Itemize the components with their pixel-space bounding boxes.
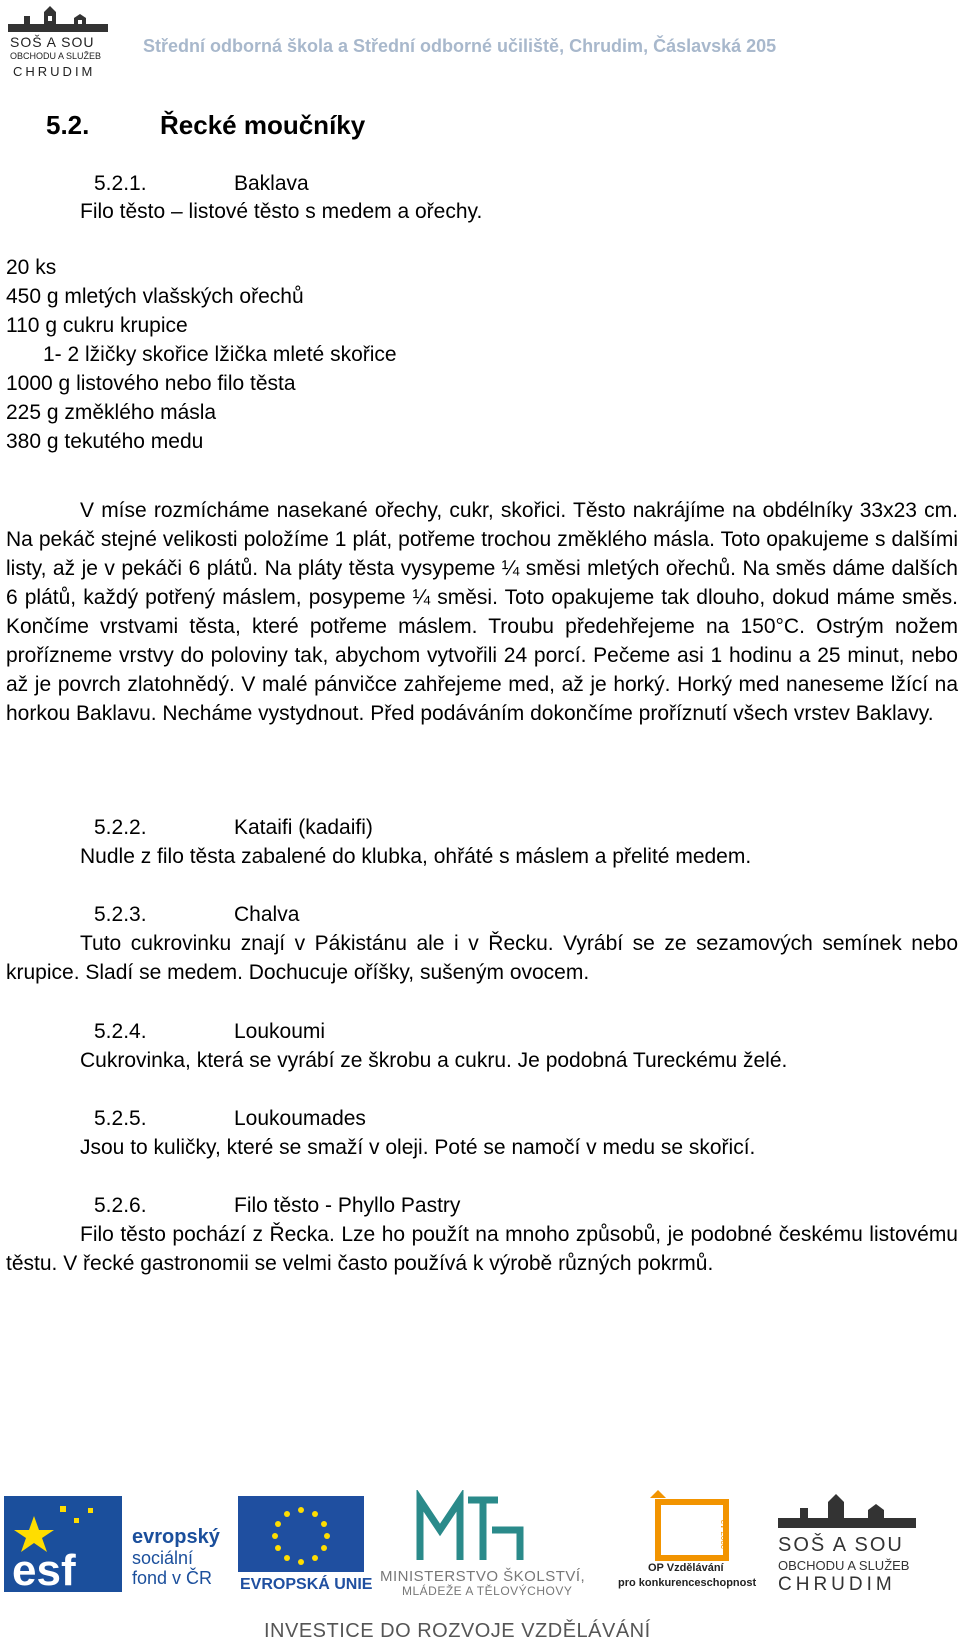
loukoumades-number: 5.2.5. xyxy=(94,1107,147,1130)
section-number: 5.2. xyxy=(46,110,90,140)
op-frame-icon xyxy=(618,1490,766,1562)
footer-logos xyxy=(0,1490,960,1641)
filo-title: Filo těsto - Phyllo Pastry xyxy=(234,1194,461,1217)
castle-icon xyxy=(774,1490,924,1530)
ingredient-item: 1000 g listového nebo filo těsta xyxy=(6,372,296,395)
msmt-line2: MLÁDEŽE A TĚLOVÝCHOVY xyxy=(402,1584,573,1598)
kataifi-text: Nudle z filo těsta zabalené do klubka, ohřáté s máslem a přelité medem. xyxy=(80,845,752,868)
chalva-title: Chalva xyxy=(234,903,300,926)
msmt-logo xyxy=(380,1490,610,1598)
ingredient-item: 20 ks xyxy=(6,256,57,279)
ingredient-item: 1- 2 lžičky skořice lžička mleté skořice xyxy=(43,343,397,366)
ingredient-list xyxy=(6,253,397,456)
esf-line1: evropský xyxy=(132,1526,220,1548)
op-line2: pro konkurenceschopnost xyxy=(618,1577,757,1589)
section-title: Řecké moučníky xyxy=(160,110,366,140)
baklava-number: 5.2.1. xyxy=(94,172,147,195)
baklava-intro: Filo těsto – listové těsto s medem a ořechy. xyxy=(80,200,483,223)
logo-line3: CHRUDIM xyxy=(13,64,96,79)
kataifi-title: Kataifi (kadaifi) xyxy=(234,816,373,839)
school-logo xyxy=(4,2,116,80)
logo-line2: OBCHODU A SLUŽEB xyxy=(10,51,102,61)
op-line1: OP Vzdělávání xyxy=(648,1562,724,1574)
ingredient-item: 110 g cukru krupice xyxy=(6,314,188,337)
school-logo-footer xyxy=(774,1490,954,1598)
filo-number: 5.2.6. xyxy=(94,1194,147,1217)
header-title: Střední odborná škola a Střední odborné učiliště, Chrudim, Čáslavská 205 xyxy=(143,36,777,56)
eu-flag-icon xyxy=(238,1490,364,1572)
ingredient-item: 380 g tekutého medu xyxy=(6,430,204,453)
msmt-line1: MINISTERSTVO ŠKOLSTVÍ, xyxy=(380,1568,586,1585)
loukoumi-title: Loukoumi xyxy=(234,1020,326,1043)
logo-line1: SOŠ A SOU xyxy=(10,34,95,50)
ingredient-item: 225 g změklého másla xyxy=(6,401,217,424)
loukoumades-text: Jsou to kuličky, které se smaží v oleji. Poté se namočí v medu se skořicí. xyxy=(80,1136,756,1159)
esf-logo xyxy=(4,1490,234,1598)
eu-label: EVROPSKÁ UNIE xyxy=(240,1576,373,1593)
loukoumi-number: 5.2.4. xyxy=(94,1020,147,1043)
school-line3: CHRUDIM xyxy=(778,1574,896,1595)
baklava-method: V míse rozmícháme nasekané ořechy, cukr, skořici. Těsto nakrájíme na obdélníky 33x23 cm. Na pekáč stejné velikosti položíme 1 plát, potřeme trochou změklého másla. Toto opakujeme s dalšími listy, až je v pekáči 6 plátů. Na pláty těsta vysypeme ¼ směsi mletých ořechů. Na směs dáme dalších 6 plátů, každý potřený máslem, posypeme ¼ směsi. Toto opakujeme tak dlouho, dokud máme směs. Končíme vrstvami těsta, které potřeme máslem. Troubu předehřejeme na 150°C. Ostrým nožem prořízneme vrstvy do poloviny tak, abychom vytvořili 24 porcí. Pečeme asi 1 hodinu a 25 minut, nebo až je povrch zlatohnědý. V malé pánvičce zahřejeme med, až je horký. Horký med naneseme lžící na horkou Baklavu. Necháme vystydnout. Před podáváním dokončíme proříznutí všech vrstev Baklavy. xyxy=(6,499,958,725)
chalva-number: 5.2.3. xyxy=(94,903,147,926)
loukoumades-title: Loukoumades xyxy=(234,1107,366,1130)
chalva-text: Tuto cukrovinku znají v Pákistánu ale i v Řecku. Vyrábí se ze sezamových semínek nebo krupice. Sladí se medem. Dochucuje oříšky, sušeným ovocem. xyxy=(6,932,958,984)
op-logo xyxy=(618,1490,766,1598)
castle-icon xyxy=(4,2,116,34)
baklava-title: Baklava xyxy=(234,172,309,195)
esf-line3: fond v ČR xyxy=(132,1568,213,1588)
school-line1: SOŠ A SOU xyxy=(778,1534,904,1556)
ingredient-item: 450 g mletých vlašských ořechů xyxy=(6,285,304,308)
loukoumi-text: Cukrovinka, která se vyrábí ze škrobu a cukru. Je podobná Tureckému želé. xyxy=(80,1049,788,1072)
esf-line2: sociální xyxy=(132,1548,194,1568)
invest-slogan: INVESTICE DO ROZVOJE VZDĚLÁVÁNÍ xyxy=(264,1620,651,1642)
eu-logo xyxy=(238,1490,373,1598)
op-years: 2007-13 xyxy=(720,1519,730,1550)
kataifi-number: 5.2.2. xyxy=(94,816,147,839)
esf-mark: esf xyxy=(12,1546,76,1595)
filo-text: Filo těsto pochází z Řecka. Lze ho použít na mnoho způsobů, je podobné českému listovému těstu. V řecké gastronomii se velmi často používá k výrobě různých pokrmů. xyxy=(6,1223,958,1275)
msmt-emblem-icon xyxy=(380,1490,610,1566)
school-line2: OBCHODU A SLUŽEB xyxy=(778,1558,910,1573)
